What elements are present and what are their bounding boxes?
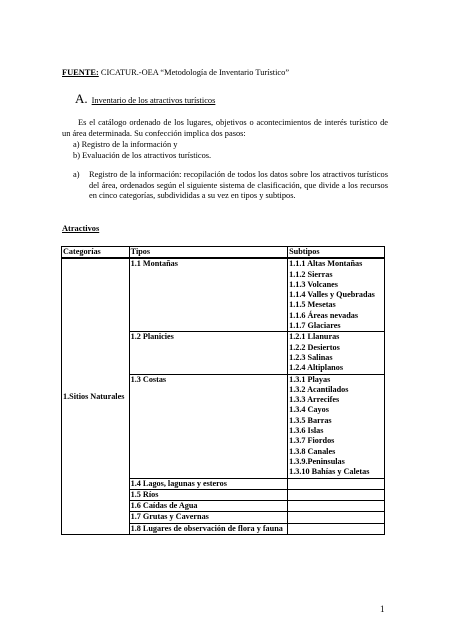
header-subtipos: Subtipos [288, 247, 385, 259]
subtipo-item: 1.1.5 Mesetas [289, 300, 336, 310]
subtipos-cell [288, 523, 385, 534]
subtipo-item: 1.1.2 Sierras [289, 269, 333, 279]
subtipos-cell [288, 489, 385, 500]
subtipo-item: 1.1.4 Valles y Quebradas [289, 290, 375, 300]
header-categorias: Categorías [62, 247, 130, 259]
subtipo-item: 1.3.6 Islas [289, 426, 324, 436]
tipo-cell: 1.1 Montañas [129, 258, 287, 332]
tipo-cell: 1.2 Planicies [129, 332, 287, 374]
subtipo-item: 1.3.2 Acantilados [289, 384, 349, 394]
section-heading [75, 91, 216, 107]
subtipo-item: 1.1.7 Glaciares [289, 321, 341, 331]
page-number: 1 [380, 604, 385, 614]
source-line [62, 68, 289, 79]
intro-paragraph: Es el catálogo ordenado de los lugares, objetivos o acontecimientos de interés turístico de un área determinada. Su confección implica dos pasos: [62, 118, 388, 138]
tipo-cell: 1.3 Costas [129, 374, 287, 478]
subtipo-item: 1.2.4 Altiplanos [289, 363, 344, 373]
subtipo-item: 1.3.4 Cayos [289, 405, 329, 415]
tipo-cell: 1.7 Grutas y Cavernas [129, 512, 287, 523]
subtipos-cell [288, 478, 385, 489]
registro-paragraph [73, 170, 388, 202]
subtipo-item: 1.2.3 Salinas [289, 352, 333, 362]
subtipo-item: 1.3.5 Barras [289, 415, 332, 425]
step-item: a) Registro de la información y [73, 140, 178, 149]
atractivos-title: Atractivos [62, 224, 100, 233]
subtipos-cell [288, 258, 385, 332]
subtipo-item: 1.2.2 Desiertos [289, 342, 340, 352]
subtipo-item: 1.3.3 Arrecifes [289, 395, 340, 405]
source-label: FUENTE: [62, 68, 99, 77]
subtipo-item: 1.1.3 Volcanes [289, 279, 338, 289]
subtipos-cell [288, 332, 385, 374]
subtipo-item: 1.3.7 Fiordos [289, 436, 335, 446]
header-tipos: Tipos [129, 247, 287, 259]
subtipos-cell [288, 501, 385, 512]
subtipo-item: 1.3.1 Playas [289, 374, 331, 384]
table-row [62, 258, 385, 332]
subtipos-cell [288, 512, 385, 523]
tipo-cell: 1.6 Caídas de Agua [129, 501, 287, 512]
table-header-row [62, 247, 385, 259]
category-cell: 1.Sitios Naturales [62, 258, 130, 534]
subtipo-item: 1.2.1 Llanuras [289, 332, 340, 342]
registro-label: a) [73, 170, 80, 179]
registro-text: Registro de la información: recopilación de todos los datos sobre los atractivos turísticos del área, ordenados según el siguiente sistema de clasificación, que divide a los recursos en cinco categorías, subdivididas a su vez en tipos y subtipos. [89, 170, 388, 200]
subtipo-item: 1.3.10 Bahías y Caletas [289, 467, 370, 477]
section-letter: A. [75, 91, 88, 106]
tipo-cell: 1.5 Ríos [129, 489, 287, 500]
subtipo-item: 1.1.6 Áreas nevadas [289, 310, 359, 320]
atractivos-table [61, 246, 385, 535]
step-item: b) Evaluación de los atractivos turísticos. [73, 150, 212, 160]
subtipo-item: 1.1.1 Altas Montañas [289, 259, 363, 269]
tipo-cell: 1.8 Lugares de observación de flora y fauna [129, 523, 287, 534]
section-title: Inventario de los atractivos turísticos [91, 96, 216, 105]
subtipo-item: 1.3.8 Canales [289, 446, 336, 456]
subtipos-cell [288, 374, 385, 478]
source-text: CICATUR.-OEA “Metodología de Inventario Turístico” [98, 68, 290, 77]
tipo-cell: 1.4 Lagos, lagunas y esteros [129, 478, 287, 489]
subtipo-item: 1.3.9.Peninsulas [289, 456, 345, 466]
steps-list [73, 140, 211, 161]
